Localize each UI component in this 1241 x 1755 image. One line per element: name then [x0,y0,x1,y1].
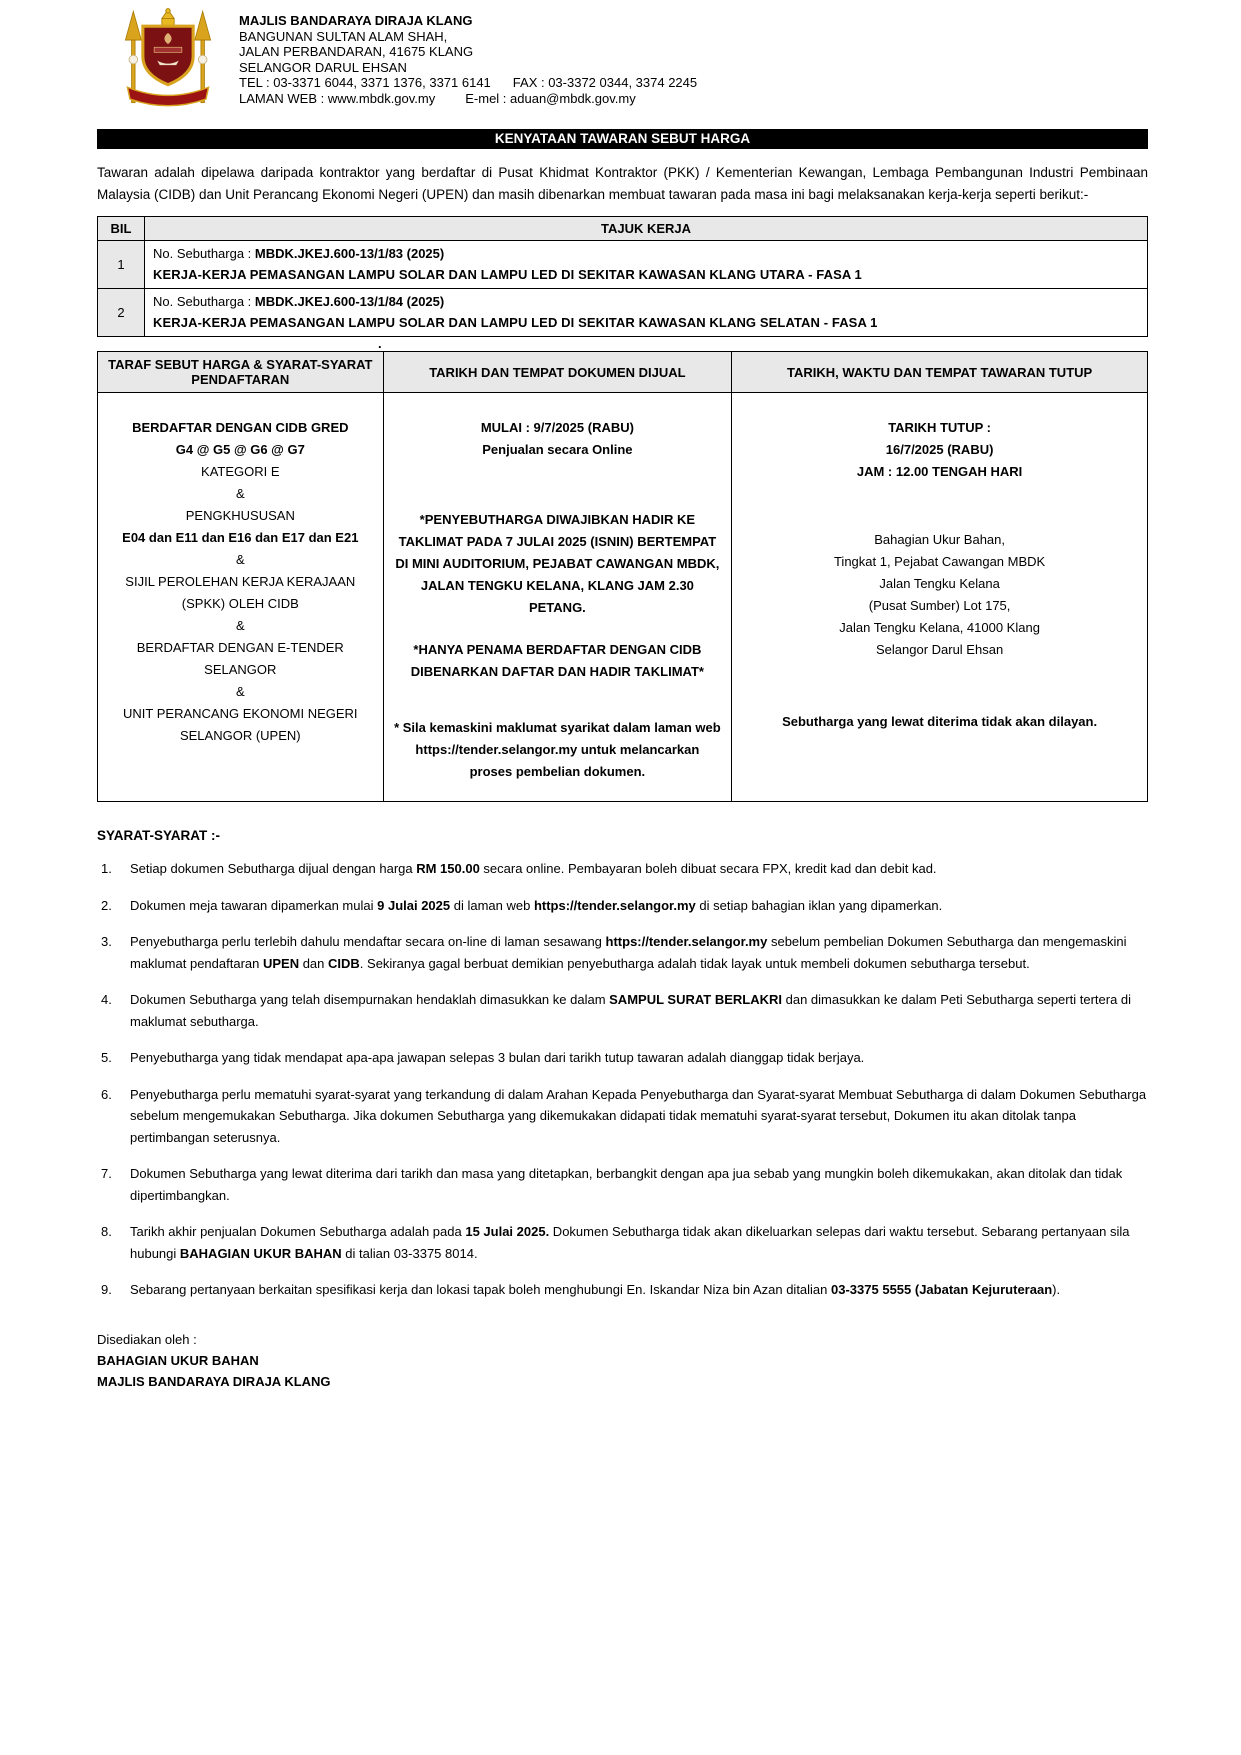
job-bil-number: 1 [98,241,145,289]
letterhead-text [239,8,697,107]
column-header-tarikh-dijual: TARIKH DAN TEMPAT DOKUMEN DIJUAL [383,352,732,393]
condition-text: Setiap dokumen Sebutharga dijual dengan harga RM 150.00 secara online. Pembayaran boleh dibuat secara FPX, kredit kad dan debit kad. [130,861,937,876]
job-ref-label: No. Sebutharga : [153,294,255,309]
closing-info-block [742,417,1137,483]
closing-info-line: Sebutharga yang lewat diterima tidak akan dilayan. [782,714,1098,729]
condition-number: 4. [101,992,112,1007]
fax-label: FAX : 03-3372 0344, 3374 2245 [512,75,698,91]
job-reference-line [153,244,1139,265]
job-title: KERJA-KERJA PEMASANGAN LAMPU SOLAR DAN LAMPU LED DI SEKITAR KAWASAN KLANG UTARA - FASA 1 [153,266,862,282]
stray-dot-artifact: . [378,336,382,351]
column-header-tajuk-kerja: TAJUK KERJA [145,217,1148,241]
org-web-line [239,91,697,107]
condition-number: 5. [101,1050,112,1065]
condition-text: Sebarang pertanyaan berkaitan spesifikasi kerja dan lokasi tapak boleh menghubungi En. Iskandar Niza bin Azan ditalian 03-3375 5555 (Jabatan Kejuruteraan). [130,1282,1061,1297]
column-header-tawaran-tutup: TARIKH, WAKTU DAN TEMPAT TAWARAN TUTUP [732,352,1148,393]
prepared-by-label: Disediakan oleh : [97,1331,197,1347]
jobs-table [97,216,1148,337]
condition-number: 2. [101,897,112,913]
condition-text: Penyebutharga perlu terlebih dahulu mendaftar secara on-line di laman sesawang https://tender.selangor.my sebelum pembelian Dokumen Sebutharga dan mengemaskini maklumat pendaftaran UPEN dan CIDB. Sekiranya gagal berbuat demikian penyebutharga adalah tidak layak untuk membeli dokumen sebutharga tersebut. [130,934,1127,971]
closing-info-block [742,529,1137,661]
org-phone-line [239,75,697,91]
info-table-body-row [98,393,1148,802]
closing-info-line: Selangor Darul Ehsan [875,642,1004,657]
condition-number: 6. [101,1086,112,1102]
condition-item [97,1279,1148,1301]
email-label: E-mel : aduan@mbdk.gov.my [465,90,636,106]
registration-requirement-line: BERDAFTAR DENGAN CIDB GRED [132,420,349,435]
condition-number: 3. [101,934,112,949]
sale-info-line: * Sila kemaskini maklumat syarikat dalam laman web https://tender.selangor.my untuk melancarkan proses pembelian dokumen. [394,720,721,779]
registration-requirement-line: KATEGORI E [201,464,280,479]
job-row [98,289,1148,337]
prepared-by-block [97,1329,1148,1392]
condition-text: Penyebutharga yang tidak mendapat apa-apa jawapan selepas 3 bulan dari tarikh tutup tawaran adalah dianggap tidak berjaya. [130,1050,865,1065]
condition-item [97,931,1148,974]
registration-requirement-line: & [235,552,245,567]
registration-requirement-line: & [235,486,245,501]
conditions-heading: SYARAT-SYARAT :- [97,828,221,843]
job-reference-line [153,292,1139,313]
org-address-line: SELANGOR DARUL EHSAN [239,59,407,75]
sale-info-line: Penjualan secara Online [482,442,633,457]
registration-requirement-line: UNIT PERANCANG EKONOMI NEGERI SELANGOR (UPEN) [123,706,358,743]
sale-info-line: *PENYEBUTHARGA DIWAJIBKAN HADIR KE TAKLIMAT PADA 7 JULAI 2025 (ISNIN) BERTEMPAT DI MINI AUDITORIUM, PEJABAT CAWANGAN MBDK, JALAN TENGKU KELANA, KLANG JAM 2.30 PETANG. [395,512,720,615]
sale-info-block [394,417,722,461]
website-label: LAMAN WEB : www.mbdk.gov.my [239,90,436,106]
registration-requirements-cell [98,393,384,802]
closing-info-line: Bahagian Ukur Bahan, [874,532,1005,547]
prepared-by-organisation: MAJLIS BANDARAYA DIRAJA KLANG [97,1373,331,1389]
condition-text: Penyebutharga perlu mematuhi syarat-syarat yang terkandung di dalam Arahan Kepada Penyebutharga dan Syarat-syarat Membuat Sebutharga di dalam Dokumen Sebutharga sebelum mengemukakan Sebutharga. Jika dokumen Sebutharga yang dikemukakan didapati tidak mematuhi syarat-syarat tersebut, Dokumen itu akan ditolak tanpa pertimbangan seterusnya. [130,1086,1147,1145]
registration-requirement-line: & [235,618,245,633]
job-ref-number: MBDK.JKEJ.600-13/1/83 (2025) [254,246,445,261]
condition-text: Dokumen Sebutharga yang lewat diterima dari tarikh dan masa yang ditetapkan, berbangkit dengan apa jua sebab yang mungkin boleh dikemukakan, akan ditolak dan tidak dipertimbangkan. [130,1166,1123,1203]
closing-info-cell [732,393,1148,802]
condition-text: Tarikh akhir penjualan Dokumen Sebutharga adalah pada 15 Julai 2025. Dokumen Sebutharga tidak akan dikeluarkan selepas dari waktu tersebut. Sebarang pertanyaan sila hubungi BAHAGIAN UKUR BAHAN di talian 03-3375 8014. [130,1224,1130,1261]
crest-icon [109,8,227,108]
closing-info-line: TARIKH TUTUP : [888,420,991,435]
registration-requirement-line: E04 dan E11 dan E16 dan E17 dan E21 [122,530,359,545]
job-row [98,241,1148,289]
registration-requirement-line: SIJIL PEROLEHAN KERJA KERAJAAN (SPKK) OLEH CIDB [125,574,356,611]
jobs-table-header-row [98,217,1148,241]
condition-item [97,989,1148,1032]
job-title: KERJA-KERJA PEMASANGAN LAMPU SOLAR DAN LAMPU LED DI SEKITAR KAWASAN KLANG SELATAN - FASA 1 [153,314,878,330]
info-table-header-row [98,352,1148,393]
intro-paragraph: Tawaran adalah dipelawa daripada kontraktor yang berdaftar di Pusat Khidmat Kontraktor (PKK) / Kementerian Kewangan, Lembaga Pembangunan Industri Pembinaan Malaysia (CIDB) dan Unit Perancang Ekonomi Negeri (UPEN) dan masih dibenarkan membuat tawaran pada masa ini bagi melaksanakan kerja-kerja seperti berikut:- [97,165,1148,202]
job-details [145,289,1148,337]
job-details [145,241,1148,289]
condition-number: 8. [101,1224,112,1239]
tel-label: TEL : 03-3371 6044, 3371 1376, 3371 6141 [239,75,491,91]
closing-info-line: (Pusat Sumber) Lot 175, [868,598,1011,613]
conditions-list [97,858,1148,1301]
condition-number: 1. [101,861,112,876]
sale-info-block [394,639,722,683]
job-ref-label: No. Sebutharga : [153,246,255,261]
registration-requirement-line: & [235,684,245,699]
prepared-by-department: BAHAGIAN UKUR BAHAN [97,1352,259,1368]
condition-text: Dokumen Sebutharga yang telah disempurnakan hendaklah dimasukkan ke dalam SAMPUL SURAT BERLAKRI dan dimasukkan ke dalam Peti Sebutharga seperti tertera di maklumat sebutharga. [130,992,1132,1029]
closing-info-line: 16/7/2025 (RABU) [885,442,994,457]
org-address-line: JALAN PERBANDARAN, 41675 KLANG [239,44,474,60]
condition-item [97,1084,1148,1149]
registration-requirement-line: PENGKHUSUSAN [185,508,295,523]
document-title-banner: KENYATAAN TAWARAN SEBUT HARGA [97,129,1148,149]
document-sale-cell [383,393,732,802]
registration-requirement-line: BERDAFTAR DENGAN E-TENDER SELANGOR [136,640,344,677]
closing-info-line: Jalan Tengku Kelana, 41000 Klang [839,620,1040,635]
closing-info-line: JAM : 12.00 TENGAH HARI [856,464,1023,479]
column-header-bil: BIL [98,217,145,241]
condition-item [97,858,1148,880]
condition-number: 7. [101,1166,112,1181]
job-ref-number: MBDK.JKEJ.600-13/1/84 (2025) [254,294,445,309]
condition-text: Dokumen meja tawaran dipamerkan mulai 9 Julai 2025 di laman web https://tender.selangor.my di setiap bahagian iklan yang dipamerkan. [130,897,943,913]
condition-item [97,1047,1148,1069]
registration-requirement-line: G4 @ G5 @ G6 @ G7 [175,442,305,457]
condition-item [97,1221,1148,1264]
condition-item [97,895,1148,917]
closing-info-line: Jalan Tengku Kelana [879,576,1000,591]
mbdk-crest-logo [109,8,227,113]
sale-info-line: MULAI : 9/7/2025 (RABU) [480,420,634,435]
column-header-taraf: TARAF SEBUT HARGA & SYARAT-SYARAT PENDAFTARAN [98,352,384,393]
condition-number: 9. [101,1282,112,1297]
letterhead [97,8,1148,113]
sale-info-block [394,509,722,619]
sale-info-block [394,717,722,783]
condition-item [97,1163,1148,1206]
job-bil-number: 2 [98,289,145,337]
org-name: MAJLIS BANDARAYA DIRAJA KLANG [239,13,473,28]
closing-info-block [742,711,1137,733]
closing-info-line: Tingkat 1, Pejabat Cawangan MBDK [833,554,1046,569]
org-address-line: BANGUNAN SULTAN ALAM SHAH, [239,28,448,44]
sale-info-line: *HANYA PENAMA BERDAFTAR DENGAN CIDB DIBENARKAN DAFTAR DAN HADIR TAKLIMAT* [410,642,704,679]
tender-info-table [97,351,1148,802]
